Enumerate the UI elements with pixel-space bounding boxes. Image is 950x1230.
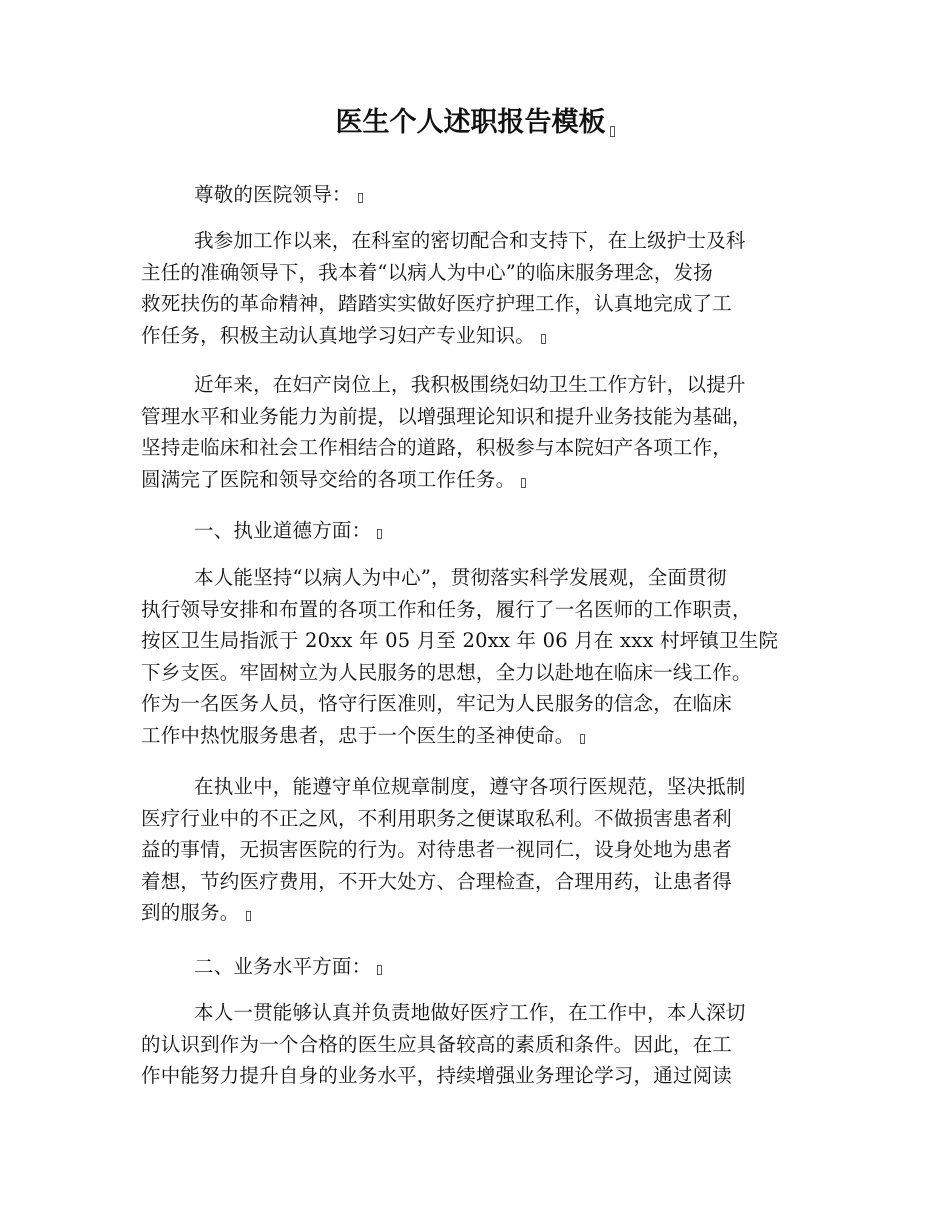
paragraph-mark-icon bbox=[580, 734, 585, 744]
title-text: 医生个人述职报告模板 bbox=[335, 107, 606, 138]
text-line: 作中能努力提升自身的业务水平，持续增强业务理论学习，通过阅读 bbox=[141, 1064, 733, 1087]
text-line: 一、执业道德方面： bbox=[141, 515, 841, 547]
text-line: 益的事情，无损害医院的行为。对待患者一视同仁，设身处地为患者 bbox=[141, 838, 733, 861]
paragraph-mark-icon bbox=[541, 334, 546, 344]
paragraph-mark-icon bbox=[521, 478, 526, 488]
salutation bbox=[141, 179, 841, 211]
text-line: 工作中热忱服务患者，忠于一个医生的圣神使命。 bbox=[141, 720, 841, 752]
text-line: 尊敬的医院领导： bbox=[141, 179, 841, 211]
paragraph-ethics-body bbox=[141, 562, 841, 751]
text-line: 本人一贯能够认真并负责地做好医疗工作，在工作中，本人深切 bbox=[194, 1001, 746, 1024]
paragraph-recent-years bbox=[141, 369, 841, 495]
paragraph-intro bbox=[141, 225, 841, 351]
text-line: 坚持走临床和社会工作相结合的道路，积极参与本院妇产各项工作， bbox=[141, 436, 733, 459]
paragraph-mark-icon bbox=[377, 965, 382, 975]
text-line: 本人能坚持“以病人为中心”，贯彻落实科学发展观，全面贯彻 bbox=[194, 566, 727, 589]
text-line: 医疗行业中的不正之风，不利用职务之便谋取私利。不做损害患者利 bbox=[141, 806, 733, 830]
text-line: 在执业中，能遵守单位规章制度，遵守各项行医规范，坚决抵制 bbox=[194, 775, 746, 798]
document-title bbox=[0, 103, 950, 143]
text-line: 近年来，在妇产岗位上，我积极围绕妇幼卫生工作方针，以提升 bbox=[194, 373, 746, 396]
paragraph-mark-icon bbox=[358, 193, 363, 203]
paragraph-mark-icon bbox=[377, 529, 382, 539]
section-heading-business bbox=[141, 951, 841, 983]
paragraph-mark-icon bbox=[610, 126, 615, 137]
text-line: 管理水平和业务能力为前提，以增强理论知识和提升业务技能为基础， bbox=[141, 404, 752, 428]
text-line: 到的服务。 bbox=[141, 897, 841, 929]
paragraph-mark-icon bbox=[246, 911, 251, 921]
text-line: 的认识到作为一个合格的医生应具备较高的素质和条件。因此，在工 bbox=[141, 1032, 733, 1056]
text-line: 我参加工作以来，在科室的密切配合和支持下，在上级护士及科 bbox=[194, 229, 746, 252]
text-line: 按区卫生局指派于 20xx 年 05 月至 20xx 年 06 月在 xxx 村坪镇卫生院 bbox=[141, 629, 779, 652]
paragraph-business-body bbox=[141, 997, 841, 1092]
text-line: 作任务，积极主动认真地学习妇产专业知识。 bbox=[141, 320, 841, 352]
text-line: 主任的准确领导下，我本着“以病人为中心”的临床服务理念，发扬 bbox=[141, 260, 713, 284]
text-line: 救死扶伤的革命精神，踏踏实实做好医疗护理工作，认真地完成了工 bbox=[141, 292, 733, 315]
section-heading-ethics bbox=[141, 515, 841, 547]
text-line: 执行领导安排和布置的各项工作和任务，履行了一名医师的工作职责， bbox=[141, 597, 752, 621]
text-line: 下乡支医。牢固树立为人民服务的思想，全力以赴地在临床一线工作。 bbox=[141, 660, 752, 684]
text-line: 作为一名医务人员，恪守行医准则，牢记为人民服务的信念，在临床 bbox=[141, 692, 733, 715]
text-line: 圆满完了医院和领导交给的各项工作任务。 bbox=[141, 464, 841, 496]
text-line: 二、业务水平方面： bbox=[141, 951, 841, 983]
paragraph-practice bbox=[141, 771, 841, 929]
text-line: 着想，节约医疗费用，不开大处方、合理检查，合理用药，让患者得 bbox=[141, 869, 733, 893]
